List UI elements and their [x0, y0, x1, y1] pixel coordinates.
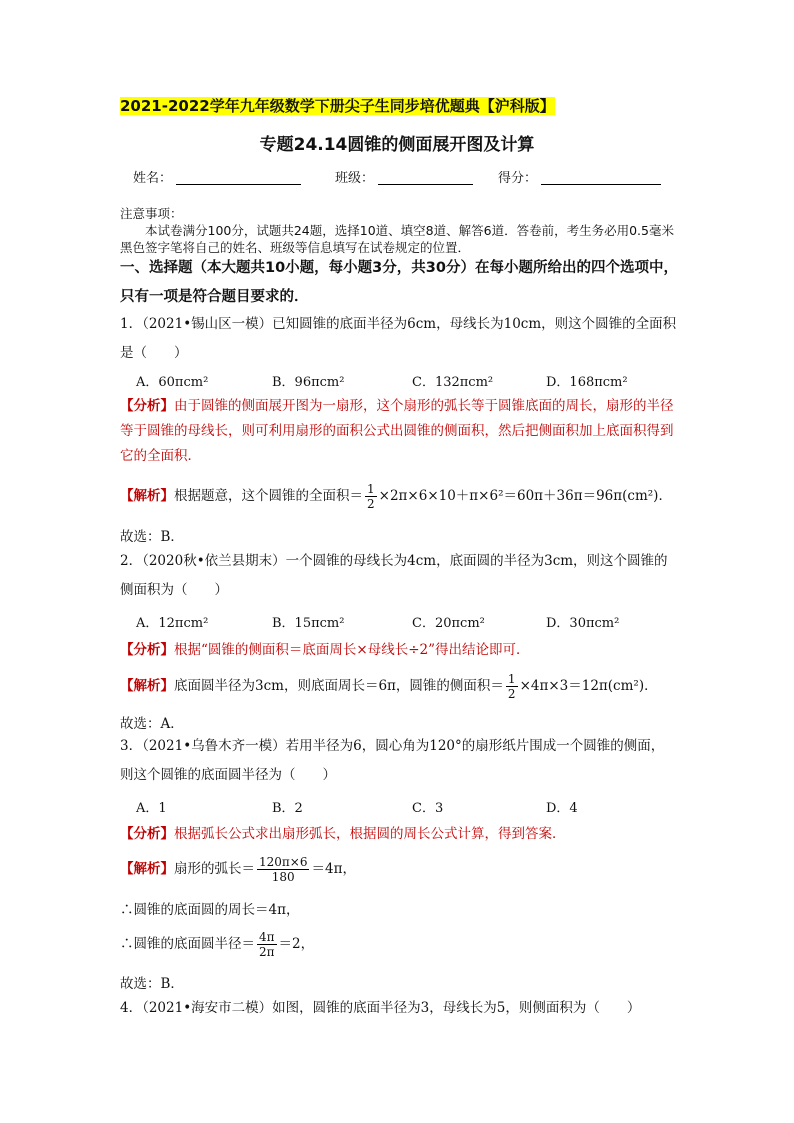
question-3-analysis	[120, 822, 566, 842]
analysis-tag: 【分析】	[120, 398, 174, 414]
section-one-heading	[120, 254, 680, 312]
question-2-answer: 故选：A．	[120, 716, 184, 732]
name-label: 姓名：	[133, 171, 173, 186]
solution-pre: 扇形的弧长＝	[174, 861, 255, 877]
question-2-stem	[120, 547, 680, 605]
class-field	[335, 167, 473, 186]
question-1-solution	[120, 482, 672, 511]
question-4-stem	[120, 994, 680, 1023]
question-2-solution	[120, 672, 658, 701]
fraction-denominator: 180	[271, 870, 295, 884]
score-label: 得分：	[498, 171, 538, 186]
question-3-answer: 故选：B．	[120, 976, 184, 992]
series-header	[120, 95, 555, 116]
question-3-option-b[interactable]: B．2	[272, 801, 303, 816]
section-one-line2: 只有一项是符合题目要求的．	[120, 289, 309, 305]
question-4-line1: 4．（2021•海安市二模）如图，圆锥的底面半径为3，母线长为5，则侧面积为（ ）	[120, 1000, 641, 1016]
question-1-answer: 故选：B．	[120, 529, 184, 545]
question-3-line1: 3．（2021•乌鲁木齐一模）若用半径为6，圆心角为120°的扇形纸片围成一个圆锥的侧面，	[120, 738, 665, 754]
fraction-numerator: 4π	[259, 930, 275, 944]
analysis-tag: 【分析】	[120, 826, 174, 842]
fraction-numerator: 1	[507, 672, 516, 686]
class-label: 班级：	[335, 171, 375, 186]
question-2-option-a[interactable]: A．12πcm²	[136, 616, 209, 631]
solution-tag: 【解析】	[120, 488, 174, 504]
name-blank[interactable]	[176, 170, 301, 185]
class-blank[interactable]	[378, 170, 473, 185]
question-3-step-3	[120, 930, 314, 959]
series-year: 2021-2022	[120, 97, 210, 115]
score-blank[interactable]	[541, 170, 661, 185]
fraction-numerator: 120π×6	[259, 855, 308, 869]
solution-tag: 【解析】	[120, 861, 174, 877]
analysis-text: 根据“圆锥的侧面积＝底面周长×母线长÷2”得出结论即可．	[174, 642, 530, 658]
fraction	[365, 482, 377, 511]
question-1-option-d[interactable]: D．168πcm²	[546, 375, 628, 390]
section-one-line1: 一、选择题（本大题共10小题，每小题3分，共30分）在每小题所给出的四个选项中，	[120, 260, 678, 276]
question-3-option-d[interactable]: D．4	[546, 801, 578, 816]
name-field	[133, 167, 301, 186]
question-1-line2: 是（ ）	[120, 345, 188, 361]
solution-post: ＝4π，	[311, 861, 356, 877]
fraction	[257, 855, 309, 884]
question-3-solution	[120, 855, 356, 884]
question-2-option-c[interactable]: C．20πcm²	[412, 616, 485, 631]
analysis-tag: 【分析】	[120, 642, 174, 658]
question-2-analysis	[120, 638, 530, 658]
question-1-stem	[120, 310, 680, 368]
question-1-analysis	[120, 394, 680, 469]
analysis-text: 由于圆锥的侧面展开图为一扇形，这个扇形的弧长等于圆锥底面的周长，扇形的半径等于圆锥的母线长，则可利用扇形的面积公式出圆锥的侧面积，然后把侧面积加上底面积得到它的全面积．	[120, 398, 674, 464]
solution-pre: 根据题意，这个圆锥的全面积＝	[174, 488, 363, 504]
fraction	[506, 672, 518, 701]
solution-tag: 【解析】	[120, 678, 174, 694]
notice-heading: 注意事项：	[120, 206, 183, 221]
question-1-line1: 1．（2021•锡山区一模）已知圆锥的底面半径为6cm，母线长为10cm，则这个圆锥的全面积	[120, 316, 677, 332]
question-3-step-2: ∴圆锥的底面圆的周长＝4π，	[120, 902, 300, 918]
question-1-option-a[interactable]: A．60πcm²	[136, 375, 209, 390]
solution-post: ×2π×6×10＋π×6²＝60π＋36π＝96π(cm²)．	[378, 488, 672, 504]
question-3-option-a[interactable]: A．1	[136, 801, 167, 816]
question-1-option-b[interactable]: B．96πcm²	[272, 375, 345, 390]
fraction-denominator: 2π	[259, 945, 275, 959]
question-2-line2: 侧面积为（ ）	[120, 582, 228, 598]
solution-post: ×4π×3＝12π(cm²)．	[519, 678, 658, 694]
step-post: ＝2，	[278, 936, 315, 952]
step-pre: ∴圆锥的底面圆半径＝	[120, 936, 255, 952]
question-2-option-d[interactable]: D．30πcm²	[546, 616, 620, 631]
fraction	[257, 930, 277, 959]
score-field	[498, 167, 661, 186]
question-3-stem	[120, 732, 680, 790]
question-3-line2: 则这个圆锥的底面圆半径为（ ）	[120, 767, 336, 783]
question-2-option-b[interactable]: B．15πcm²	[272, 616, 345, 631]
notice-text: 本试卷满分100分，试题共24题，选择10道、填空8道、解答6道．答卷前，考生务必用0.5毫米黑色签字笔将自己的姓名、班级等信息填写在试卷规定的位置．	[120, 223, 674, 255]
fraction-denominator: 2	[507, 687, 516, 701]
fraction-denominator: 2	[367, 497, 375, 511]
question-2-line1: 2．（2020秋•依兰县期末）一个圆锥的母线长为4cm，底面圆的半径为3cm，则这个圆锥的	[120, 553, 668, 569]
series-name: 学年九年级数学下册尖子生同步培优题典【沪科版】	[209, 97, 555, 115]
fraction-numerator: 1	[367, 482, 375, 496]
page-title: 专题24.14圆锥的侧面展开图及计算	[259, 135, 535, 155]
solution-pre: 底面圆半径为3cm，则底面周长＝6π，圆锥的侧面积＝	[174, 678, 504, 694]
analysis-text: 根据弧长公式求出扇形弧长，根据圆的周长公式计算，得到答案．	[174, 826, 566, 842]
question-3-option-c[interactable]: C．3	[412, 801, 444, 816]
question-1-option-c[interactable]: C．132πcm²	[412, 375, 494, 390]
